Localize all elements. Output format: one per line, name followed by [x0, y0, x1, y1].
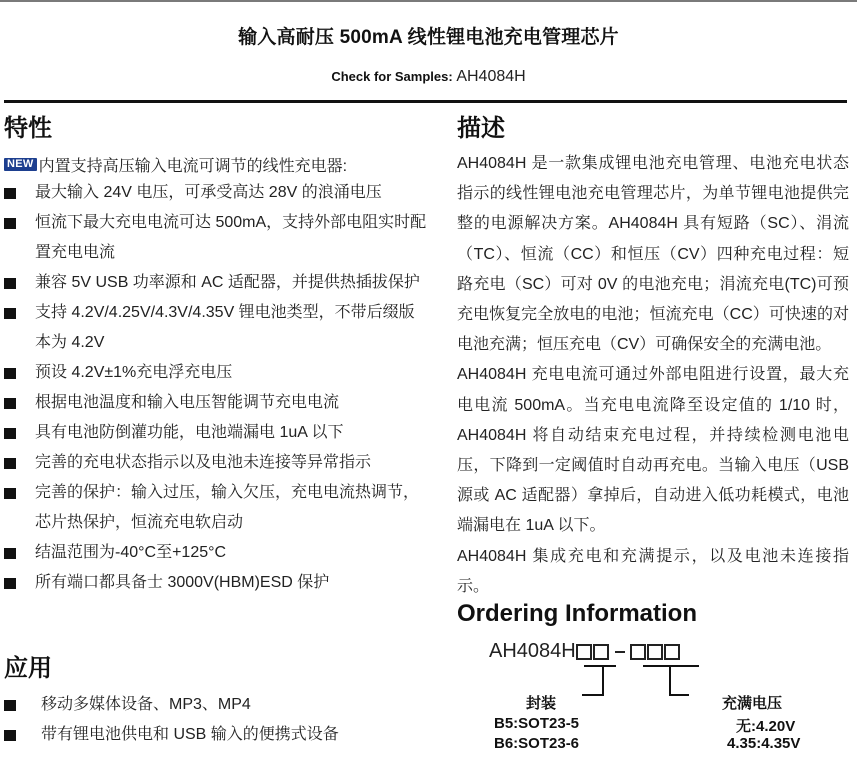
square-bullet-icon: [4, 428, 16, 439]
applications-heading: 应用: [4, 655, 52, 682]
feature-item: 预设 4.2V±1%充电浮充电压: [0, 358, 430, 388]
voltage-option: 无:4.20V: [736, 718, 796, 735]
ordering-heading: Ordering Information: [457, 600, 697, 627]
features-intro-text: 内置支持高压输入电流可调节的线性充电器:: [38, 158, 348, 175]
samples-label: Check for Samples:: [331, 69, 453, 84]
feature-item: 支持 4.2V/4.25V/4.3V/4.35V 锂电池类型，不带后缀版本为 4.2V: [0, 298, 430, 358]
feature-item: 最大输入 24V 电压，可承受高达 28V 的浪涌电压: [0, 178, 430, 208]
square-bullet-icon: [4, 398, 16, 409]
voltage-option: 4.35:4.35V: [727, 735, 801, 752]
package-label: 封装: [526, 695, 557, 712]
square-bullet-icon: [4, 218, 16, 229]
features-intro: [4, 153, 347, 176]
part-prefix: AH4084H: [489, 640, 576, 662]
voltage-bracket-line: [643, 665, 699, 667]
ordering-part-code: [489, 640, 681, 663]
square-bullet-icon: [4, 578, 16, 589]
section-divider: [4, 100, 847, 103]
package-bracket-line: [584, 665, 616, 667]
square-bullet-icon: [4, 548, 16, 559]
features-list: [0, 178, 430, 598]
placeholder-box: [576, 644, 592, 660]
document-title: 输入高耐压 500mA 线性锂电池充电管理芯片: [238, 27, 619, 48]
description-paragraph: AH4084H 集成充电和充满提示，以及电池未连接指示。: [457, 547, 849, 595]
voltage-label: 充满电压: [722, 695, 783, 712]
feature-item: 结温范围为-40°C至+125°C: [0, 538, 430, 568]
application-item: 移动多媒体设备、MP3、MP4: [0, 690, 430, 720]
samples-part-number[interactable]: AH4084H: [456, 68, 526, 85]
package-option: B6:SOT23-6: [494, 735, 580, 752]
top-rule: [0, 0, 857, 2]
package-option: B5:SOT23-5: [494, 715, 580, 732]
description-paragraph: AH4084H 是一款集成锂电池充电管理、电池充电状态指示的线性锂电池充电管理芯片，为单节锂电池提供完整的电源解决方案。AH4084H 具有短路（SC）、涓流（TC）、恒流（CC）和恒压（CV）四种充电过程：短路充电（SC）可对 0V 的电池充电；涓流充电(TC)可预充电恢复完全放电的电池；恒流充电（CC）可快速的对电池充满；恒压充电（CV）可确保安全的充满电池。: [457, 155, 849, 354]
feature-item: 完善的充电状态指示以及电池未连接等异常指示: [0, 448, 430, 478]
square-bullet-icon: [4, 458, 16, 469]
feature-item: 具有电池防倒灌功能，电池端漏电 1uA 以下: [0, 418, 430, 448]
dash-separator: [615, 651, 625, 653]
description-body: [457, 149, 849, 602]
package-bracket-line: [582, 694, 604, 696]
feature-item: 恒流下最大充电电流可达 500mA，支持外部电阻实时配置充电电流: [0, 208, 430, 268]
description-heading: 描述: [457, 115, 505, 142]
placeholder-box: [630, 644, 646, 660]
placeholder-box: [664, 644, 680, 660]
square-bullet-icon: [4, 488, 16, 499]
square-bullet-icon: [4, 188, 16, 199]
check-for-samples: [0, 68, 857, 86]
square-bullet-icon: [4, 730, 16, 741]
square-bullet-icon: [4, 368, 16, 379]
new-badge: NEW: [4, 158, 37, 171]
square-bullet-icon: [4, 278, 16, 289]
features-heading: 特性: [4, 115, 52, 142]
voltage-bracket-line: [669, 666, 671, 695]
square-bullet-icon: [4, 700, 16, 711]
placeholder-box: [593, 644, 609, 660]
application-item: 带有锂电池供电和 USB 输入的便携式设备: [0, 720, 430, 750]
package-bracket-line: [602, 666, 604, 695]
square-bullet-icon: [4, 308, 16, 319]
feature-item: 根据电池温度和输入电压智能调节充电电流: [0, 388, 430, 418]
feature-item: 完善的保护：输入过压，输入欠压，充电电流热调节，芯片热保护，恒流充电软启动: [0, 478, 430, 538]
applications-list: [0, 690, 430, 750]
feature-item: 所有端口都具备士 3000V(HBM)ESD 保护: [0, 568, 430, 598]
description-paragraph: AH4084H 充电电流可通过外部电阻进行设置，最大充电电流 500mA。当充电电流降至设定值的 1/10 时，AH4084H 将自动结束充电过程，并持续检测电池电压，下降到一定阈值时自动再充电。当输入电压（USB 源或 AC 适配器）拿掉后，自动进入低功耗模式，电池端漏电在 1uA 以下。: [457, 366, 849, 535]
placeholder-box: [647, 644, 663, 660]
voltage-bracket-line: [669, 694, 689, 696]
feature-item: 兼容 5V USB 功率源和 AC 适配器，并提供热插拔保护: [0, 268, 430, 298]
